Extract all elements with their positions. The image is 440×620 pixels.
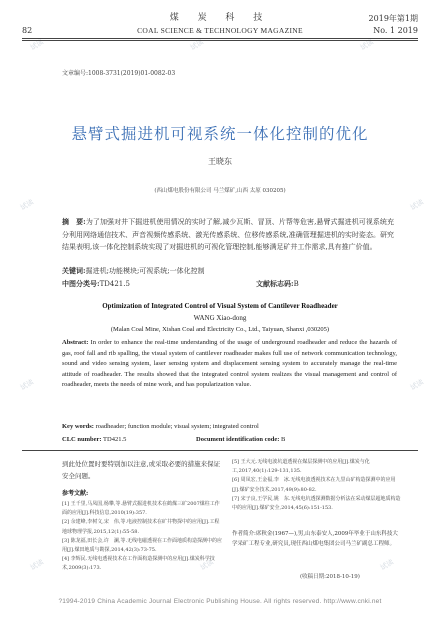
references-left xyxy=(62,500,224,574)
journal-title-en: COAL SCIENCE & TECHNOLOGY MAGAZINE xyxy=(137,26,303,35)
abstract-cn-text: 为了加强对井下掘进机使用情况的实时了解,减少瓦斯、冒顶、片帮等危害,悬臂式掘进机可视系统充分利用网络通信技术、声音视频传感系统、激光传感系统、位移传感系统,准确管理掘进机的实时姿态。研究结果表明,该一体化控制系统实现了对掘进机的可视化管理控制,能够满足矿井工作需求,具有推广价值。 xyxy=(62,218,394,251)
abstract-cn xyxy=(62,216,394,254)
reference-item: [2] 余建峰,李树文,宋 伟,等.电液控制技术在矿井物探中的应用[J].工程地球物理学报,2015,12(1):55-58. xyxy=(62,519,220,535)
keywords-en xyxy=(62,423,397,430)
reference-item: [6] 周凤宏,王金福,李 冰.无线电波透视技术在九里山矿构造探测中的应用[J].煤矿安全技术,2017,49(9):80-82. xyxy=(232,477,396,493)
author-en: WANG Xiao-dong xyxy=(193,314,247,322)
doc-code-cn-text: B xyxy=(293,280,299,288)
clc-en-label: CLC number: xyxy=(62,436,102,443)
watermark: 试读 xyxy=(409,378,426,392)
keywords-cn-text: 掘进机;功能模块;可视系统;一体化控制 xyxy=(85,267,205,275)
reference-item: [1] 王千里,马凤国,杨攀,等.悬臂式掘进机技术在鹤煤三矿2007煤柱工作面的应用[J].科技信息,2010(19):357. xyxy=(62,501,220,517)
body-text: 到此处位置时要特别加以注意,或采取必要的措施来保证安全问题。 xyxy=(62,460,221,480)
journal-title-cn: 煤 炭 科 技 xyxy=(169,13,271,23)
copyright-footer: ?1994-2019 China Academic Journal Electronic Publishing House. All rights reserved. http://www.cnki.net xyxy=(58,598,382,605)
abstract-en-text: In order to enhance the real-time understanding of the usage of underground roadheader and reduce the hazards of gas, roof fall and rib spalling, the visual system of cantilever roadheader makes full use of network communication technology, sound and video sensing system, laser sensing system and displacement sensing system to accurately manage the real-time attitude of roadheader. The results showed that the integrated control system realizes the visual management and control of roadheader, meets the needs of mine work, and has popularization value. xyxy=(62,339,397,388)
watermark: 试读 xyxy=(189,38,206,52)
keywords-en-label: Key words: xyxy=(62,423,94,430)
keywords-en-text: roadheader; function module; visual system; integrated control xyxy=(93,423,259,430)
affiliation-en: (Malan Coal Mine, Xishan Coal and Electricity Co., Ltd., Taiyuan, Shanxi ,030205) xyxy=(110,326,330,333)
affiliation-cn: (西山煤电股份有限公司 马兰煤矿,山西 太原 030205) xyxy=(154,188,286,194)
header-rule xyxy=(22,38,418,39)
watermark: 试读 xyxy=(19,198,36,212)
doc-code-en xyxy=(196,436,285,443)
author-bio: 作者简介:席秋金(1967—),男,山东泰安人,2009年毕业于山东科技大学采矿工程专业,研究员,现任西山煤电集团公司马兰矿副总工程师。 xyxy=(232,531,398,547)
watermark: 试读 xyxy=(29,38,46,52)
watermark: 试读 xyxy=(19,378,36,392)
watermark: 试读 xyxy=(379,558,396,572)
article-title-en: Optimization of Integrated Control of Visual System of Cantilever Roadheader xyxy=(102,302,338,310)
keywords-cn xyxy=(62,266,394,276)
page-number: 82 xyxy=(22,26,33,35)
clc-cn-text: TD421.5 xyxy=(99,280,130,288)
reference-item: [7] 宋子良,王学民,姚 东.无线电坑透探测数据分析法在采动煤层超地质构造中的应用[J].煤矿安全,2014,45(6):151-153. xyxy=(232,495,401,512)
references-right xyxy=(232,458,402,513)
header-rule-thin xyxy=(22,40,418,41)
abstract-cn-label: 摘 要: xyxy=(62,217,86,226)
article-number: 文章编号:1008-3731(2019)01-0082-03 xyxy=(62,70,176,77)
watermark: 试读 xyxy=(29,558,46,572)
year-issue: 2019年第1期 xyxy=(368,14,418,23)
watermark: 试读 xyxy=(199,558,216,572)
clc-en xyxy=(62,436,126,443)
doc-code-en-label: Document identification code: xyxy=(196,436,280,443)
issue-en: No. 1 2019 xyxy=(373,26,418,35)
doc-code-cn-label: 文献标志码: xyxy=(256,279,294,288)
watermark: 试读 xyxy=(409,198,426,212)
clc-en-text: TD421.5 xyxy=(101,436,127,443)
references-title: 参考文献: xyxy=(62,490,89,497)
clc-cn xyxy=(62,279,130,289)
abstract-en xyxy=(62,338,397,391)
abstract-en-label: Abstract: xyxy=(62,339,89,346)
clc-cn-label: 中图分类号: xyxy=(62,279,100,288)
doc-code-cn xyxy=(256,279,299,289)
keywords-cn-label: 关键词: xyxy=(62,266,86,275)
article-title-cn: 悬臂式掘进机可视系统一体化控制的优化 xyxy=(71,125,369,143)
section-rule xyxy=(22,450,418,451)
author-cn: 王晓东 xyxy=(208,157,232,166)
reference-item: [4] 李辉民.无线电透视技术在工作面构造探测中的应用[J].煤炭科学技术,2009(3):173. xyxy=(62,556,215,572)
watermark: 试读 xyxy=(359,38,376,52)
reference-item: [3] 陈龙福,田长会,许 澜,等.无线电磁透视在工作面地质构造探测中的应用[J].煤田地质与勘探,2014,42(3):73-75. xyxy=(62,537,223,554)
reference-item: [5] 王大元.无线电波坑道透视在煤层探测中的应用[J].煤炭与化工,2017,40(1):129-131,135. xyxy=(232,459,370,475)
received-date: (收稿日期:2018-10-19) xyxy=(300,574,360,580)
doc-code-en-text: B xyxy=(279,436,286,443)
